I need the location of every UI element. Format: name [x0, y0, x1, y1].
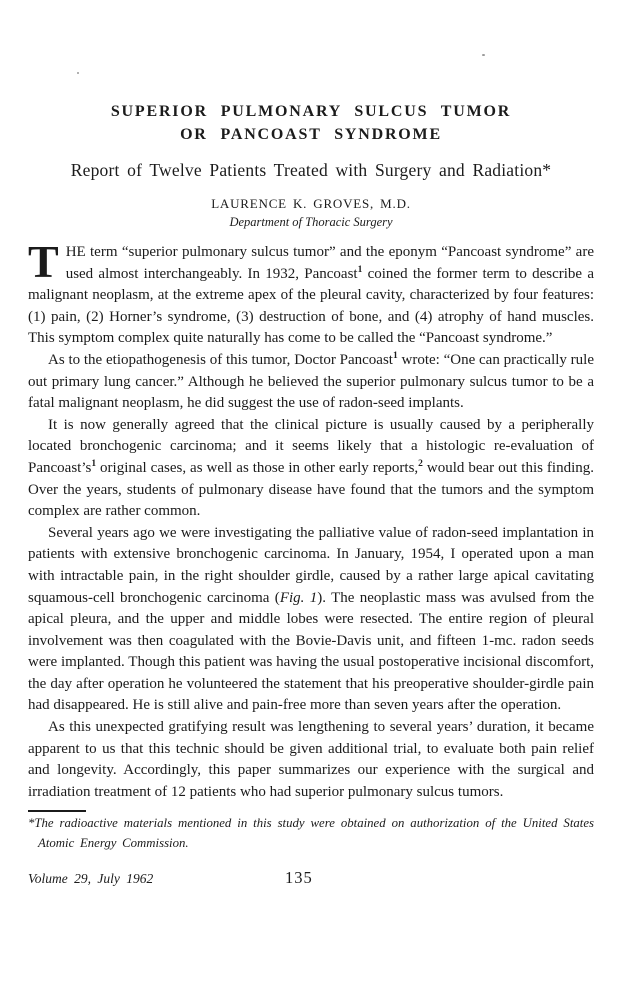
- paragraph-text: ). The neoplastic mass was avulsed from the apical pleura, and the upper and middle lobes were resected. The entire region of pleural involvement was then coagulated with the Bovie-Davis unit, and fifteen 1-mc. radon seeds were implanted. Though this patient was having the usual postoperative incisional discomfort, the day after operation he volunteered the statement that his preoperative shoulder-girdle pain had disappeared. He is still alive and pain-free more than seven years after the operation.: [28, 589, 594, 714]
- title-line-2: OR PANCOAST SYNDROME: [180, 126, 442, 143]
- footnote-text: The radioactive materials mentioned in this study were obtained on authorization of the United States Atomic Energy Commission.: [34, 816, 594, 850]
- footnote: [28, 814, 594, 853]
- body-paragraph: [28, 350, 594, 415]
- paragraph-text: It is now generally agreed that the clinical picture is usually caused by a peripherally located bronchogenic carcinoma; and it seems likely that a histologic re-evaluation of Pancoast’s: [28, 416, 594, 476]
- scan-speck: [77, 72, 79, 74]
- volume-date: Volume 29, July 1962: [28, 871, 154, 887]
- paragraph-text: Fig. 1: [279, 589, 318, 606]
- body-paragraph: [28, 717, 594, 803]
- reference-superscript: 1: [357, 264, 363, 275]
- page-footer: [28, 870, 594, 892]
- reference-superscript: 1: [91, 458, 97, 469]
- paragraph-text: As to the etiopathogenesis of this tumor, Doctor Pancoast: [48, 351, 393, 368]
- paragraph-text: coined the former term to describe a malignant neoplasm, at the extreme apex of the pleural cavity, characterized by four features: (1) pain, (2) Horner’s syndrome, (3) destruction of bone, and (4) atrophy of hand muscles. This symptom complex quite naturally has come to be called the “Pancoast syndrome.”: [28, 265, 595, 347]
- paragraph-text: HE term “superior pulmonary sulcus tumor” and the eponym “Pancoast syndrome” are used almost interchangeably. In 1932, Pancoast: [65, 244, 594, 282]
- paragraph-text: would bear out this finding. Over the years, students of pulmonary disease have found that the tumors and the symptom complex are rather common.: [28, 459, 594, 520]
- title-line-1: SUPERIOR PULMONARY SULCUS TUMOR: [110, 103, 512, 120]
- scan-speck: [482, 54, 485, 56]
- article-body: [28, 236, 595, 803]
- footnote-rule: [28, 810, 86, 812]
- paragraph-text: As this unexpected gratifying result was lengthening to several years’ duration, it became apparent to us that this technic should be given additional trial, to evaluate both pain relief and longevity. Accordingly, this paper summarizes our experience with the surgical and irradiation treatment of 12 patients who had superior pulmonary sulcus tumors.: [28, 719, 594, 800]
- body-paragraph: [28, 523, 594, 717]
- body-paragraph: [28, 236, 595, 350]
- article-subtitle: Report of Twelve Patients Treated with Surgery and Radiation*: [70, 160, 552, 180]
- paragraph-text: Several years ago we were investigating the palliative value of radon-seed implantation in patients with extensive bronchogenic carcinoma. In January, 1954, I operated upon a man with intractable pain, in the right shoulder girdle, caused by a rather large apical cavitating squamous-cell bronchogenic carcinoma (: [28, 524, 594, 606]
- paragraph-text: original cases, as well as those in other early reports,: [96, 459, 419, 476]
- reference-superscript: 2: [418, 458, 423, 469]
- article-title: [28, 100, 594, 146]
- body-paragraph: [28, 415, 594, 523]
- page-number: 135: [285, 868, 313, 888]
- author-department: Department of Thoracic Surgery: [229, 215, 393, 229]
- paragraph-text: wrote: “One can practically rule out primary lung cancer.” Although he believed the superior pulmonary sulcus tumor to be a fatal malignant neoplasm, he did suggest the use of radon-seed implants.: [28, 351, 594, 412]
- dropcap-letter: T: [28, 236, 59, 287]
- footnote-marker: *: [28, 816, 35, 831]
- reference-superscript: 1: [392, 350, 398, 361]
- author-name: LAURENCE K. GROVES, M.D.: [211, 196, 411, 211]
